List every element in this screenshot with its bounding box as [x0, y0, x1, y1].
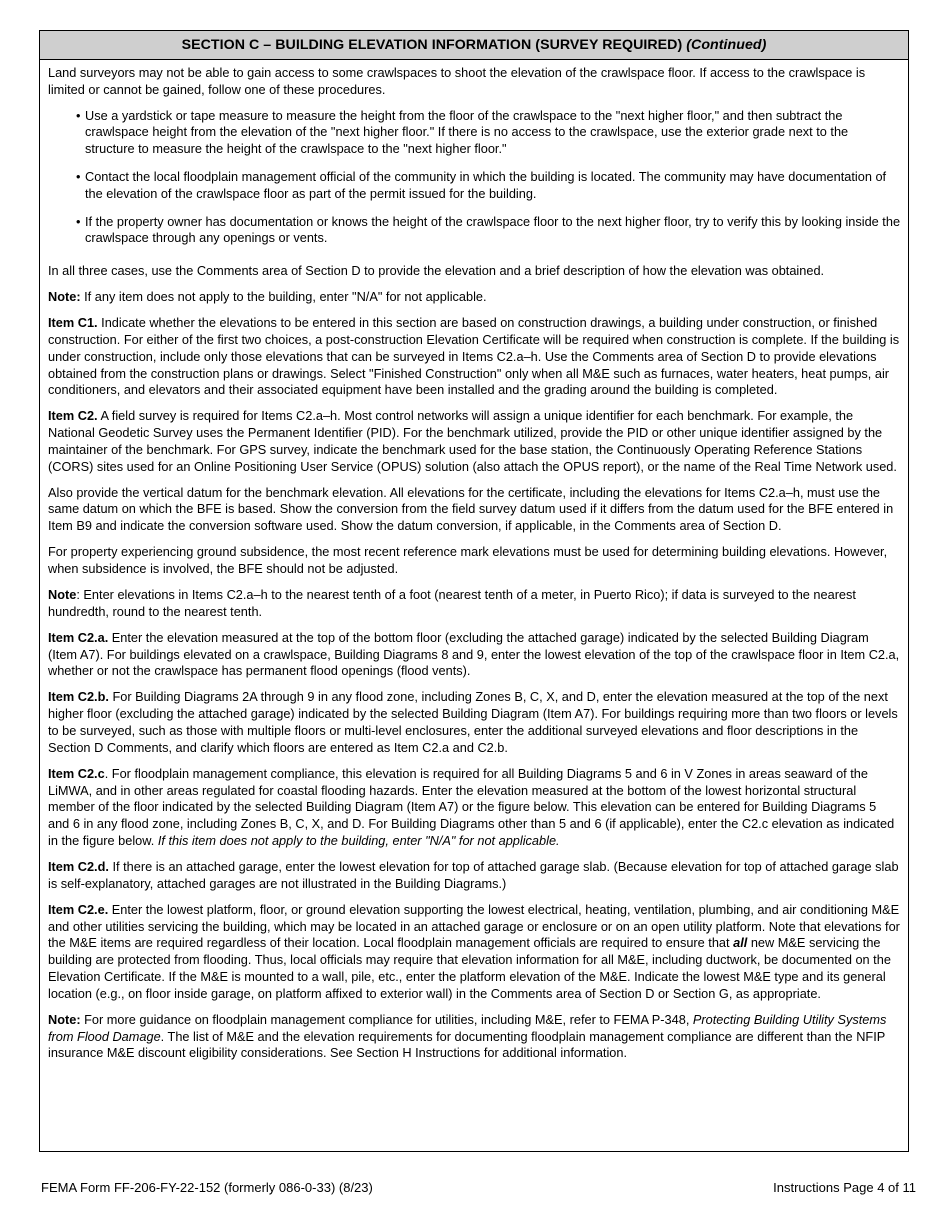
section-header — [40, 31, 908, 60]
item-c2-text: A field survey is required for Items C2.a–h. Most control networks will assign a unique identifier for each benchmark. For example, the National Geodetic Survey uses the Permanent Identifier (PID). For the benchmark utilized, provide the PID or other unique identifier assigned by the maintainer of the benchmark. For GPS survey, indicate the benchmark used for the base station, the Continuously Operating Reference Stations (CORS) sites used for an Online Positioning User Service (OPUS) solution (also attach the OPUS report), or the name of the Real Time Network used. — [48, 408, 897, 474]
publication-title: Protecting Building Utility Systems from Flood Damage — [48, 1011, 887, 1044]
list-item: • If the property owner has documentation or knows the height of the crawlspace floor to the next higher floor, try to verify this by looking inside the crawlspace through any openings or vents. — [76, 214, 901, 248]
item-c2c-italic: If this item does not apply to the building, enter "N/A" for not applicable. — [157, 832, 560, 848]
intro-paragraph: Land surveyors may not be able to gain access to some crawlspaces to shoot the elevation of the crawlspace floor. If access to the crawlspace is limited or cannot be gained, follow one of these procedures. — [48, 65, 866, 97]
item-c2a-text: Enter the elevation measured at the top of the bottom floor (excluding the attached garage) indicated by the selected Building Diagram (Item A7). For buildings elevated on a crawlspace, Building Diagrams 8 and 9, enter the lowest elevation of the top of the crawlspace floor in Item C2.a, whether or not the crawlspace has permanent flood openings (flood vents). — [48, 629, 900, 679]
list-item: • Use a yardstick or tape measure to measure the height from the floor of the crawlspace to the "next higher floor," and then subtract the crawlspace height from the elevation of the "next higher floor." If there is no access to the crawlspace, use the exterior grade next to the structure to measure the height of the crawlspace to the "next higher floor." — [76, 108, 901, 158]
note-text-a: For more guidance on floodplain management compliance for utilities, including M&E, refer to FEMA P-348, — [80, 1011, 693, 1027]
procedure-list — [48, 108, 901, 248]
note-rounding-paragraph — [48, 587, 901, 621]
note-text: If any item does not apply to the building, enter "N/A" for not applicable. — [80, 289, 487, 305]
item-c2e-text-a: Enter the lowest platform, floor, or ground elevation supporting the lowest electrical, heating, ventilation, plumbing, and air conditioning M&E and other utilities servicing the building, which may be located in an attached garage or enclosure or on an open utility platform. Note that elevations for the M&E items are required regardless of their location. Local floodplain management officials are required to ensure that — [48, 901, 900, 951]
item-c2a-label: Item C2.a. — [48, 629, 109, 645]
all-three-paragraph: In all three cases, use the Comments area of Section D to provide the elevation and a brief description of how the elevation was obtained. — [48, 263, 825, 279]
item-c2-paragraph — [48, 408, 901, 475]
item-c2c-label: Item C2.c — [48, 765, 105, 781]
note-label: Note: — [48, 289, 81, 305]
item-c2-label: Item C2. — [48, 408, 98, 424]
footer-page-number: Instructions Page 4 of 11 — [773, 1180, 916, 1195]
item-c2e-text-b: new M&E servicing the building are protected from flooding. Thus, local officials may require that elevation information for all M&E, including ductwork, be documented on the Elevation Certificate. If the M&E is mounted to a wall, pile, etc., enter the platform elevation of the M&E. Indicate the lowest M&E type and its general location (e.g., on floor inside garage, on platform affixed to exterior wall) in the Comments area of Section D or Section G, as appropriate. — [48, 935, 891, 1001]
item-c2d-label: Item C2.d. — [48, 858, 109, 874]
item-c2c-paragraph — [48, 766, 901, 850]
item-c1-text: Indicate whether the elevations to be entered in this section are based on construction drawings, a building under construction, or finished construction. For either of the first two choices, a post-construction Elevation Certificate will be required when construction is complete. If the building is under construction, include only those elevations that can be surveyed in Items C2.a–h. Use the Comments area of Section D to provide elevations obtained from the construction plans or drawings. Select "Finished Construction" only when all M&E such as furnaces, water heaters, heat pumps, air conditioners, and elevators and their associated equipment have been installed and the grading around the building is completed. — [48, 315, 900, 398]
item-c2b-paragraph — [48, 689, 901, 756]
item-c2d-text: If there is an attached garage, enter the lowest elevation for top of attached garage slab. (Because elevation for top of attached garage slab is self-explanatory, attached garages are not illustrated in the Building Diagrams.) — [48, 858, 899, 891]
item-c1-label: Item C1. — [48, 315, 98, 331]
section-c-frame — [39, 30, 909, 1152]
note-label: Note: — [48, 1011, 81, 1027]
item-c2c-text: . For floodplain management compliance, this elevation is required for all Building Diagrams 5 and 6 in V Zones in areas seaward of the LiMWA, and in other areas regulated for coastal flooding hazards. Enter the elevation measured at the bottom of the lowest horizontal structural member of the floor indicated by the selected Building Diagram (Item A7) or the figure below. This elevation can be entered for Building Diagrams 5 and 6 in any flood zone, including Zones B, C, X, and D. For Building Diagrams other than 5 and 6 (if applicable), enter the C2.c elevation as indicated in the figure below. — [48, 765, 895, 848]
footer-form-id: FEMA Form FF-206-FY-22-152 (formerly 086-0-33) (8/23) — [41, 1180, 373, 1195]
item-c1-paragraph — [48, 315, 901, 399]
item-c2e-emphasis: all — [733, 935, 748, 951]
item-c2b-text: For Building Diagrams 2A through 9 in any flood zone, including Zones B, C, X, and D, enter the elevation measured at the top of the next higher floor (excluding the attached garage) indicated by the selected Building Diagram (Item A7). For buildings requiring more than two floors or levels to be surveyed, such as those with multiple floors or multi-level enclosures, enter the additional surveyed elevations and floor descriptions in the Section D Comments, and clarify which floors are entered as Item C2.a and C2.b. — [48, 689, 898, 755]
datum-paragraph: Also provide the vertical datum for the benchmark elevation. All elevations for the certificate, including the elevations for Items C2.a–h, must use the same datum on which the BFE is based. Show the conversion from the field survey datum used if it differs from the datum used for the BFE entered in Item B9 and indicate the conversion software used. Show the datum conversion, if applicable, in the Comments area of Section D. — [48, 484, 894, 534]
item-c2a-paragraph — [48, 630, 901, 680]
section-continued: (Continued) — [686, 37, 767, 53]
note-text: : Enter elevations in Items C2.a–h to the nearest tenth of a foot (nearest tenth of a meter, in Puerto Rico); if data is surveyed to the nearest hundredth, round to the nearest tenth. — [48, 587, 856, 619]
note-guidance-paragraph — [48, 1012, 901, 1062]
subsidence-paragraph: For property experiencing ground subsidence, the most recent reference mark elevations must be used for determining building elevations. However, when subsidence is involved, the BFE should not be adjusted. — [48, 544, 888, 577]
item-c2e-label: Item C2.e. — [48, 901, 109, 917]
section-title: SECTION C – BUILDING ELEVATION INFORMATION (SURVEY REQUIRED) — [181, 37, 683, 53]
note-label: Note — [48, 587, 77, 603]
item-c2e-paragraph — [48, 902, 901, 1003]
section-content — [40, 60, 908, 1062]
note-text-b: . The list of M&E and the elevation requirements for documenting floodplain management compliance are different than the NFIP insurance M&E discount eligibility considerations. See Section H Instructions for additional information. — [48, 1028, 886, 1061]
note-na-paragraph — [48, 289, 901, 306]
item-c2d-paragraph — [48, 859, 901, 893]
list-item: • Contact the local floodplain management official of the community in which the building is located. The community may have documentation of the elevation of the crawlspace floor as part of the permit issued for the building. — [76, 169, 901, 203]
item-c2b-label: Item C2.b. — [48, 689, 109, 705]
